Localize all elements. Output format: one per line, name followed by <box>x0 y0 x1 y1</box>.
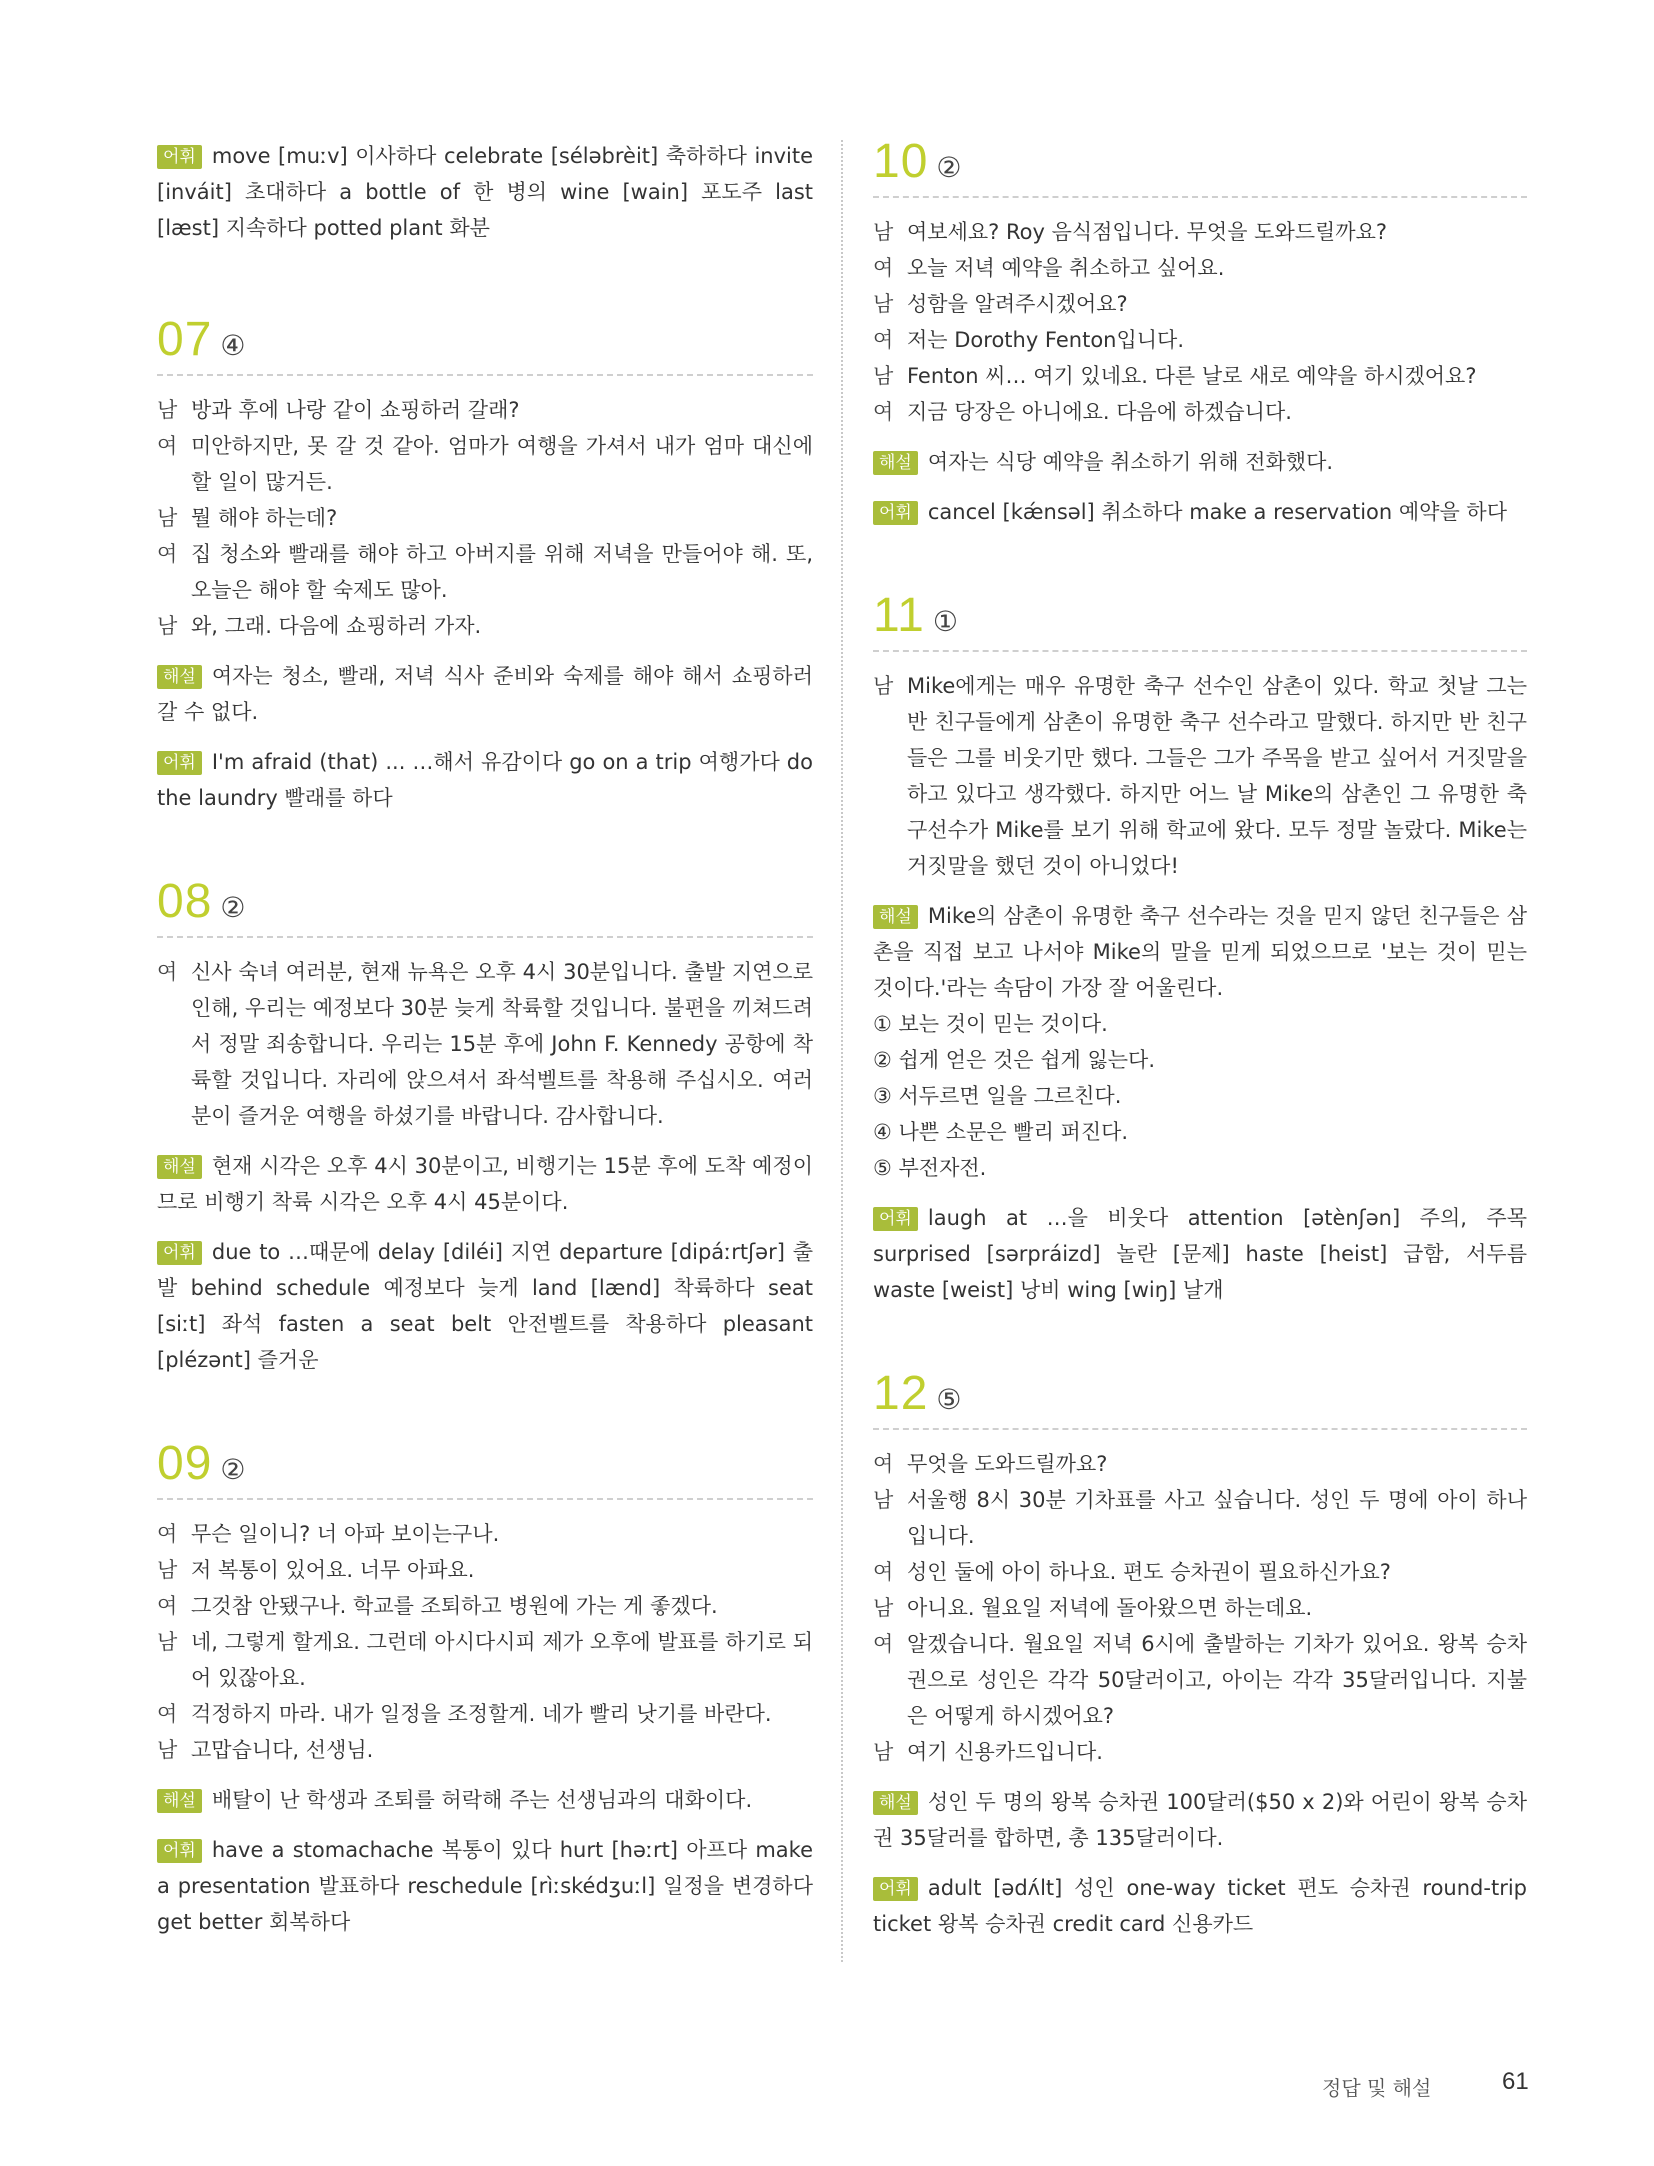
dialogue-line <box>873 1590 1527 1626</box>
dialogue-line <box>157 954 813 1134</box>
vocab-tag: 어휘 <box>157 145 202 169</box>
column-divider <box>841 140 843 1962</box>
explanation-text: 여자는 청소, 빨래, 저녁 식사 준비와 숙제를 해야 해서 쇼핑하러 갈 수 없다. <box>157 664 813 724</box>
answer-mark: ① <box>932 605 958 638</box>
vocab <box>157 1832 813 1940</box>
section-11 <box>873 589 1527 1308</box>
section-divider <box>873 196 1527 198</box>
vocab-tag: 어휘 <box>157 1241 202 1265</box>
dialogue-line <box>157 536 813 608</box>
dialogue-line <box>157 428 813 500</box>
explanation-tag: 해설 <box>873 905 918 929</box>
section-10 <box>873 135 1527 530</box>
speaker: 남 <box>873 1596 894 1620</box>
vocab <box>873 494 1527 530</box>
explanation-tag: 해설 <box>873 451 918 475</box>
section-header <box>873 589 1527 642</box>
section-number: 07 <box>157 313 213 366</box>
section-header <box>873 1367 1527 1420</box>
dialogue-line <box>873 1554 1527 1590</box>
section-12 <box>873 1367 1527 1942</box>
section-divider <box>873 1428 1527 1430</box>
speaker: 남 <box>873 220 894 244</box>
speaker: 여 <box>157 960 178 984</box>
dialogue-line <box>157 1552 813 1588</box>
vocab-text: I'm afraid (that) ... …해서 유감이다 go on a trip 여행가다 do the laundry 빨래를 하다 <box>157 750 813 810</box>
utterance: 저 복통이 있어요. 너무 아파요. <box>191 1558 475 1582</box>
dialogue-line <box>873 1482 1527 1554</box>
utterance: 지금 당장은 아니에요. 다음에 하겠습니다. <box>907 400 1292 424</box>
utterance: 성인 둘에 아이 하나요. 편도 승차권이 필요하신가요? <box>907 1560 1391 1584</box>
explanation-tag: 해설 <box>157 1789 202 1813</box>
utterance: 방과 후에 나랑 같이 쇼핑하러 갈래? <box>191 398 520 422</box>
utterance: 집 청소와 빨래를 해야 하고 아버지를 위해 저녁을 만들어야 해. 또, 오늘은 해야 할 숙제도 많아. <box>191 542 813 602</box>
dialogue-line <box>873 286 1527 322</box>
speaker: 여 <box>157 1522 178 1546</box>
footer-label: 정답 및 해설 <box>1322 2076 1432 2100</box>
vocab-text: cancel [kǽnsəl] 취소하다 make a reservation 예약을 하다 <box>927 500 1507 524</box>
utterance: 오늘 저녁 예약을 취소하고 싶어요. <box>907 256 1225 280</box>
dialogue-line <box>157 1732 813 1768</box>
explanation <box>157 658 813 730</box>
speaker: 여 <box>157 1594 178 1618</box>
section-divider <box>873 650 1527 652</box>
dialogue-line <box>873 1626 1527 1734</box>
section-09 <box>157 1437 813 1940</box>
section-header <box>157 875 813 928</box>
utterance: 와, 그래. 다음에 쇼핑하러 가자. <box>191 614 482 638</box>
explanation <box>873 444 1527 480</box>
dialogue-line <box>873 1734 1527 1770</box>
dialogue-line <box>873 322 1527 358</box>
speaker: 남 <box>157 506 178 530</box>
explanation <box>157 1782 813 1818</box>
vocab-tag: 어휘 <box>157 751 202 775</box>
section-header <box>873 135 1527 188</box>
speaker: 여 <box>873 256 894 280</box>
explanation-tag: 해설 <box>157 665 202 689</box>
option-list <box>873 1006 1527 1186</box>
explanation-tag: 해설 <box>157 1155 202 1179</box>
dialogue-line <box>873 250 1527 286</box>
speaker: 여 <box>873 1632 894 1656</box>
section-divider <box>157 1498 813 1500</box>
vocab-tag: 어휘 <box>157 1839 202 1863</box>
answer-mark: ⑤ <box>936 1383 962 1416</box>
option-item: ⑤ 부전자전. <box>873 1156 987 1180</box>
utterance: 걱정하지 마라. 내가 일정을 조정할게. 네가 빨리 낫기를 바란다. <box>191 1702 772 1726</box>
utterance: Mike에게는 매우 유명한 축구 선수인 삼촌이 있다. 학교 첫날 그는 반 친구들에게 삼촌이 유명한 축구 선수라고 말했다. 하지만 반 친구들은 그를 비웃기만 했다. 그들은 그가 주목을 받고 싶어서 거짓말을 하고 있다고 생각했다. 하지만 어느 날 Mike의 삼촌인 그 유명한 축구선수가 Mike를 보기 위해 학교에 왔다. 모두 정말 놀랐다. Mike는 거짓말을 했던 것이 아니었다! <box>907 674 1527 878</box>
section-divider <box>157 374 813 376</box>
utterance: 아니요. 월요일 저녁에 돌아왔으면 하는데요. <box>907 1596 1313 1620</box>
dialogue-line <box>157 1516 813 1552</box>
section-number: 09 <box>157 1437 213 1490</box>
section-number: 10 <box>873 135 929 188</box>
vocab-tag: 어휘 <box>873 501 918 525</box>
utterance: 고맙습니다, 선생님. <box>191 1738 374 1762</box>
explanation-text: 현재 시각은 오후 4시 30분이고, 비행기는 15분 후에 도착 예정이므로 비행기 착륙 시각은 오후 4시 45분이다. <box>157 1154 813 1214</box>
speaker: 남 <box>157 1558 178 1582</box>
explanation-text: Mike의 삼촌이 유명한 축구 선수라는 것을 믿지 않던 친구들은 삼촌을 직접 보고 나서야 Mike의 말을 믿게 되었으므로 '보는 것이 믿는 것이다.'라는 속담이 가장 잘 어울린다. <box>873 904 1527 1000</box>
dialogue-line <box>157 1624 813 1696</box>
vocab-tag: 어휘 <box>873 1207 918 1231</box>
explanation <box>157 1148 813 1220</box>
utterance: 그것참 안됐구나. 학교를 조퇴하고 병원에 가는 게 좋겠다. <box>191 1594 718 1618</box>
answer-mark: ④ <box>220 329 246 362</box>
section-number: 08 <box>157 875 213 928</box>
vocab-06 <box>157 138 813 246</box>
option-item: ① 보는 것이 믿는 것이다. <box>873 1012 1108 1036</box>
dialogue-line <box>157 392 813 428</box>
vocab <box>873 1870 1527 1942</box>
speaker: 여 <box>873 328 894 352</box>
utterance: 여보세요? Roy 음식점입니다. 무엇을 도와드릴까요? <box>907 220 1388 244</box>
dialogue-line <box>157 1696 813 1732</box>
answer-mark: ② <box>220 1453 246 1486</box>
speaker: 남 <box>873 1488 894 1512</box>
utterance: 저는 Dorothy Fenton입니다. <box>907 328 1185 352</box>
speaker: 여 <box>873 400 894 424</box>
speaker: 남 <box>873 674 894 698</box>
vocab <box>157 1234 813 1378</box>
vocab-text: laugh at …을 비웃다 attention [ətènʃən] 주의, 주목 surprised [sərpráizd] 놀란 [문제] haste [heist] 급함, 서두름 waste [weist] 낭비 wing [wiŋ] 날개 <box>873 1206 1527 1302</box>
utterance: 무엇을 도와드릴까요? <box>907 1452 1108 1476</box>
speaker: 남 <box>157 1630 178 1654</box>
section-07 <box>157 313 813 816</box>
dialogue-line <box>873 1446 1527 1482</box>
utterance: 무슨 일이니? 너 아파 보이는구나. <box>191 1522 500 1546</box>
answer-mark: ② <box>220 891 246 924</box>
speaker: 여 <box>873 1452 894 1476</box>
dialogue-line <box>873 668 1527 884</box>
speaker: 남 <box>157 614 178 638</box>
dialogue-line <box>157 1588 813 1624</box>
utterance: 성함을 알려주시겠어요? <box>907 292 1128 316</box>
utterance: 신사 숙녀 여러분, 현재 뉴욕은 오후 4시 30분입니다. 출발 지연으로 인해, 우리는 예정보다 30분 늦게 착륙할 것입니다. 불편을 끼쳐드려서 정말 죄송합니다. 우리는 15분 후에 John F. Kennedy 공항에 착륙할 것입니다. 자리에 앉으셔서 좌석벨트를 착용해 주십시오. 여러분이 즐거운 여행을 하셨기를 바랍니다. 감사합니다. <box>191 960 813 1128</box>
utterance: 미안하지만, 못 갈 것 같아. 엄마가 여행을 가셔서 내가 엄마 대신에 할 일이 많거든. <box>191 434 813 494</box>
speaker: 여 <box>157 434 178 458</box>
vocab <box>873 1200 1527 1308</box>
explanation-tag: 해설 <box>873 1791 918 1815</box>
section-header <box>157 313 813 366</box>
explanation-text: 배탈이 난 학생과 조퇴를 허락해 주는 선생님과의 대화이다. <box>211 1788 753 1812</box>
speaker: 여 <box>157 1702 178 1726</box>
utterance: 네, 그렇게 할게요. 그런데 아시다시피 제가 오후에 발표를 하기로 되어 있잖아요. <box>191 1630 813 1690</box>
speaker: 남 <box>157 1738 178 1762</box>
dialogue-line <box>873 394 1527 430</box>
utterance: 서울행 8시 30분 기차표를 사고 싶습니다. 성인 두 명에 아이 하나입니다. <box>907 1488 1527 1548</box>
vocab-text: move [muːv] 이사하다 celebrate [séləbrèit] 축하하다 invite [inváit] 초대하다 a bottle of 한 병의 wine [wain] 포도주 last [læst] 지속하다 potted plant 화분 <box>157 144 813 240</box>
vocab-text: adult [ədʌ́lt] 성인 one-way ticket 편도 승차권 round-trip ticket 왕복 승차권 credit card 신용카드 <box>873 1876 1527 1936</box>
page-number: 61 <box>1502 2068 1529 2095</box>
utterance: 뭘 해야 하는데? <box>191 506 338 530</box>
explanation <box>873 898 1527 1006</box>
vocab-text: due to …때문에 delay [diléi] 지연 departure [dipáːrtʃər] 출발 behind schedule 예정보다 늦게 land [lænd] 착륙하다 seat [siːt] 좌석 fasten a seat belt 안전벨트를 착용하다 pleasant [plézənt] 즐거운 <box>157 1240 813 1372</box>
vocab-tag: 어휘 <box>873 1877 918 1901</box>
dialogue-line <box>873 214 1527 250</box>
utterance: 여기 신용카드입니다. <box>907 1740 1103 1764</box>
speaker: 여 <box>157 542 178 566</box>
speaker: 남 <box>873 364 894 388</box>
left-column <box>157 138 813 2002</box>
vocab <box>157 744 813 816</box>
speaker: 남 <box>873 292 894 316</box>
explanation-text: 여자는 식당 예약을 취소하기 위해 전화했다. <box>927 450 1334 474</box>
answer-mark: ② <box>936 151 962 184</box>
right-column <box>873 135 1527 2004</box>
speaker: 남 <box>157 398 178 422</box>
utterance: Fenton 씨… 여기 있네요. 다른 날로 새로 예약을 하시겠어요? <box>907 364 1477 388</box>
explanation <box>873 1784 1527 1856</box>
section-number: 12 <box>873 1367 929 1420</box>
option-item: ③ 서두르면 일을 그르친다. <box>873 1084 1122 1108</box>
option-item: ④ 나쁜 소문은 빨리 퍼진다. <box>873 1120 1129 1144</box>
section-08 <box>157 875 813 1378</box>
section-header <box>157 1437 813 1490</box>
speaker: 남 <box>873 1740 894 1764</box>
utterance: 알겠습니다. 월요일 저녁 6시에 출발하는 기차가 있어요. 왕복 승차권으로 성인은 각각 50달러이고, 아이는 각각 35달러입니다. 지불은 어떻게 하시겠어요? <box>907 1632 1527 1728</box>
section-number: 11 <box>873 589 925 642</box>
dialogue-line <box>157 608 813 644</box>
dialogue-line <box>873 358 1527 394</box>
speaker: 여 <box>873 1560 894 1584</box>
option-item: ② 쉽게 얻은 것은 쉽게 잃는다. <box>873 1048 1156 1072</box>
section-divider <box>157 936 813 938</box>
vocab-text: have a stomachache 복통이 있다 hurt [həːrt] 아프다 make a presentation 발표하다 reschedule [rìːskédʒuːl] 일정을 변경하다 get better 회복하다 <box>157 1838 813 1934</box>
explanation-text: 성인 두 명의 왕복 승차권 100달러($50 x 2)와 어린이 왕복 승차권 35달러를 합하면, 총 135달러이다. <box>873 1790 1527 1850</box>
dialogue-line <box>157 500 813 536</box>
